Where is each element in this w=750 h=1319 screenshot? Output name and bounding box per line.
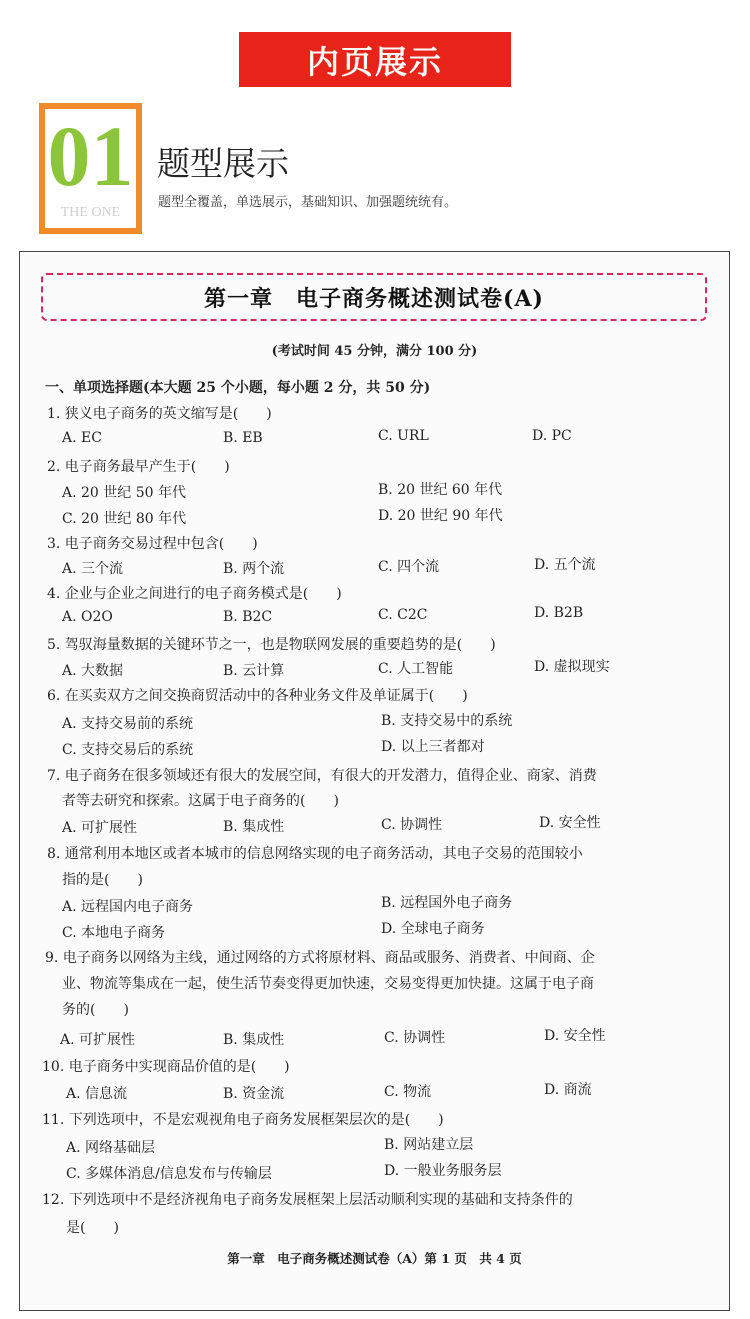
option: C. C2C: [378, 607, 428, 623]
option: D. 五个流: [534, 557, 596, 573]
page-footer: 第一章 电子商务概述测试卷（A）第 1 页 共 4 页: [227, 1251, 522, 1266]
question-7: 7. 电子商务在很多领域还有很大的发展空间，有很大的开发潜力，值得企业、商家、消费: [47, 768, 597, 784]
option: D. 一般业务服务层: [384, 1163, 502, 1179]
option: A. 网络基础层: [66, 1140, 156, 1156]
question-1: 1. 狭义电子商务的英文缩写是( ): [47, 406, 272, 422]
question-6: 6. 在买卖双方之间交换商贸活动中的各种业务文件及单证属于( ): [47, 688, 468, 704]
exam-paper: [19, 251, 730, 1311]
chapter-title: 第一章 电子商务概述测试卷(A): [204, 285, 544, 312]
option: B. 远程国外电子商务: [381, 895, 513, 911]
badge-number: 01: [47, 108, 134, 204]
option: C. 四个流: [378, 559, 440, 575]
option: A. 支持交易前的系统: [62, 716, 194, 732]
option: C. 人工智能: [378, 661, 454, 677]
option: D. 安全性: [539, 815, 601, 831]
option: B. EB: [223, 430, 263, 446]
option: D. 以上三者都对: [381, 739, 485, 755]
option: A. 三个流: [62, 561, 124, 577]
option: B. 资金流: [223, 1086, 285, 1102]
option: D. PC: [532, 428, 572, 444]
option: A. O2O: [62, 609, 113, 625]
option: B. B2C: [223, 609, 273, 625]
option: A. 20 世纪 50 年代: [62, 485, 186, 501]
option: A. 大数据: [62, 663, 124, 679]
question-4: 4. 企业与企业之间进行的电子商务模式是( ): [47, 586, 342, 602]
question-12-cont: 是( ): [66, 1220, 119, 1236]
option: D. 商流: [544, 1082, 592, 1098]
option: C. 协调性: [384, 1030, 446, 1046]
question-2: 2. 电子商务最早产生于( ): [47, 459, 230, 475]
option: C. URL: [378, 428, 429, 444]
badge-subtitle: THE ONE: [60, 205, 121, 220]
option: A. 远程国内电子商务: [62, 899, 194, 915]
option: C. 20 世纪 80 年代: [62, 511, 187, 527]
section-description: 题型全覆盖，单选展示，基础知识、加强题统统有。: [158, 195, 458, 210]
option: A. EC: [62, 430, 102, 446]
question-5: 5. 驾驭海量数据的关键环节之一，也是物联网发展的重要趋势的是( ): [47, 637, 496, 653]
option: B. 网站建立层: [384, 1137, 474, 1153]
option: C. 协调性: [381, 817, 443, 833]
option: D. 全球电子商务: [381, 921, 485, 937]
question-12: 12. 下列选项中不是经济视角电子商务发展框架上层活动顺利实现的基础和支持条件的: [42, 1192, 573, 1208]
chapter-title-box: [41, 273, 707, 321]
question-9: 9. 电子商务以网络为主线，通过网络的方式将原材料、商品或服务、消费者、中间商、企: [45, 950, 595, 966]
option: A. 信息流: [66, 1086, 128, 1102]
option: B. 支持交易中的系统: [381, 713, 513, 729]
section-badge: [39, 103, 142, 234]
option: C. 支持交易后的系统: [62, 742, 194, 758]
question-8-cont: 指的是( ): [62, 872, 143, 888]
question-10: 10. 电子商务中实现商品价值的是( ): [42, 1059, 290, 1075]
question-7-cont: 者等去研究和探索。这属于电子商务的( ): [62, 793, 339, 809]
option: C. 本地电子商务: [62, 925, 166, 941]
option: B. 云计算: [223, 663, 285, 679]
option: B. 两个流: [223, 561, 285, 577]
banner: 内页展示: [239, 32, 511, 87]
option: C. 物流: [384, 1084, 432, 1100]
exam-time-note: (考试时间 45 分钟，满分 100 分): [271, 344, 478, 359]
question-9-cont: 务的( ): [62, 1002, 129, 1018]
option: B. 20 世纪 60 年代: [378, 482, 503, 498]
question-8: 8. 通常利用本地区或者本城市的信息网络实现的电子商务活动，其电子交易的范围较小: [47, 846, 583, 862]
question-11: 11. 下列选项中，不是宏观视角电子商务发展框架层次的是( ): [42, 1112, 444, 1128]
section-title: 题型展示: [157, 144, 289, 183]
option: D. 安全性: [544, 1028, 606, 1044]
option: C. 多媒体消息/信息发布与传输层: [66, 1166, 272, 1182]
option: D. 20 世纪 90 年代: [378, 508, 503, 524]
option: D. 虚拟现实: [534, 659, 610, 675]
option: D. B2B: [534, 605, 584, 621]
question-3: 3. 电子商务交易过程中包含( ): [47, 536, 258, 552]
option: B. 集成性: [223, 1032, 285, 1048]
option: A. 可扩展性: [60, 1032, 136, 1048]
option: A. 可扩展性: [62, 820, 138, 836]
question-9-cont: 业、物流等集成在一起，使生活节奏变得更加快速，交易变得更加快捷。这属于电子商: [62, 976, 594, 992]
question-section-heading: 一、单项选择题(本大题 25 个小题，每小题 2 分，共 50 分): [45, 380, 431, 396]
option: B. 集成性: [223, 819, 285, 835]
